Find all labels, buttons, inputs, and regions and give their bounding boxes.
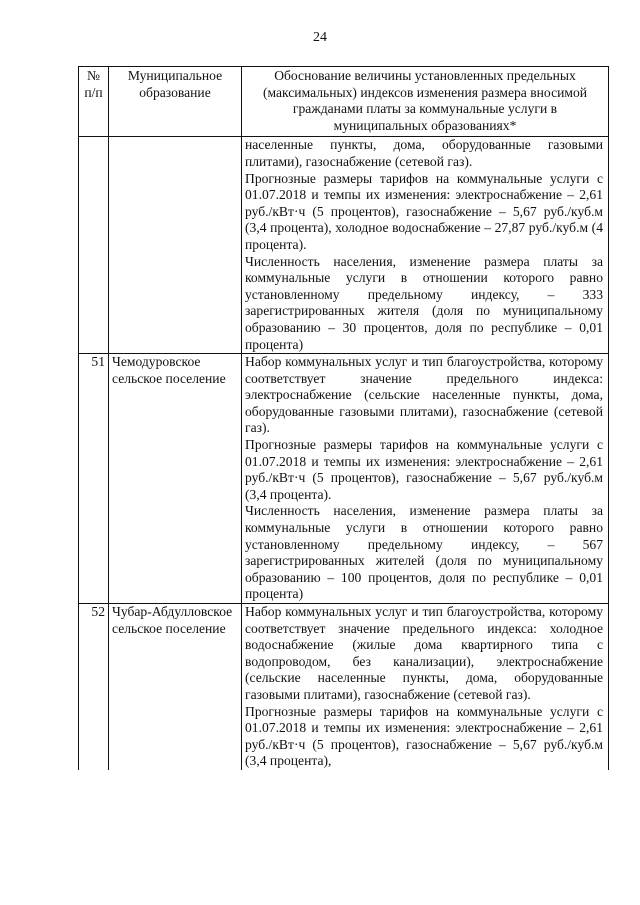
justification-paragraph: Набор коммунальных услуг и тип благоустройства, которому соответствует значение предельного индекса: электроснабжение (сельские населенные пункты, дома, оборудованные газовыми плитами), газоснабжение (сетевой газ).	[245, 354, 603, 436]
justification-paragraph: Численность населения, изменение размера платы за коммунальные услуги в отношении которого равно установленному предельному индексу, – 567 зарегистрированных жителей (доля по муниципальному образованию – 100 процентов, доля по республике – 0,01 процента)	[245, 503, 603, 602]
row-municipality: Чемодуровское сельское поселение	[109, 354, 242, 604]
header-municipality: Муниципальное образование	[109, 67, 242, 137]
justification-paragraph: Прогнозные размеры тарифов на коммунальные услуги с 01.07.2018 и темпы их изменения: электроснабжение – 2,61 руб./кВт·ч (5 процентов), газоснабжение – 5,67 руб./куб.м (3,4 процента),	[245, 703, 603, 769]
row-justification	[242, 354, 609, 604]
justification-paragraph: Численность населения, изменение размера платы за коммунальные услуги в отношении которого равно установленному предельному индексу, – 333 зарегистрированных жителя (доля по муниципальному образованию – 30 процентов, доля по республике – 0,01 процента)	[245, 253, 603, 352]
row-municipality	[109, 137, 242, 354]
row-justification	[242, 604, 609, 770]
header-num: № п/п	[79, 67, 109, 137]
row-num: 51	[79, 354, 109, 604]
header-justification: Обоснование величины установленных предельных (максимальных) индексов изменения размера вносимой гражданами платы за коммунальные услуги в муниципальных образованиях*	[242, 67, 609, 137]
justification-paragraph: населенные пункты, дома, оборудованные газовыми плитами), газоснабжение (сетевой газ).	[245, 137, 603, 169]
table-row	[79, 604, 609, 770]
table-row	[79, 137, 609, 354]
page-number: 24	[313, 30, 327, 45]
row-num	[79, 137, 109, 354]
tariff-justification-table	[78, 66, 609, 770]
row-num: 52	[79, 604, 109, 770]
row-municipality: Чубар-Абдулловское сельское поселение	[109, 604, 242, 770]
justification-paragraph: Прогнозные размеры тарифов на коммунальные услуги с 01.07.2018 и темпы их изменения: электроснабжение – 2,61 руб./кВт·ч (5 процентов), газоснабжение – 5,67 руб./куб.м (3,4 процента), холодное водоснабжение – 27,87 руб./куб.м (4 процента).	[245, 170, 603, 252]
justification-paragraph: Прогнозные размеры тарифов на коммунальные услуги с 01.07.2018 и темпы их изменения: электроснабжение – 2,61 руб./кВт·ч (5 процентов), газоснабжение – 5,67 руб./куб.м (3,4 процента).	[245, 437, 603, 502]
justification-paragraph: Набор коммунальных услуг и тип благоустройства, которому соответствует значение предельного индекса: холодное водоснабжение (жилые дома квартирного типа с водопроводом, без канализации), электроснабжение (сельские населенные пункты, дома, оборудованные газовыми плитами), газоснабжение (сетевой газ).	[245, 604, 603, 702]
row-justification	[242, 137, 609, 354]
table-header-row	[79, 67, 609, 137]
table-row	[79, 354, 609, 604]
